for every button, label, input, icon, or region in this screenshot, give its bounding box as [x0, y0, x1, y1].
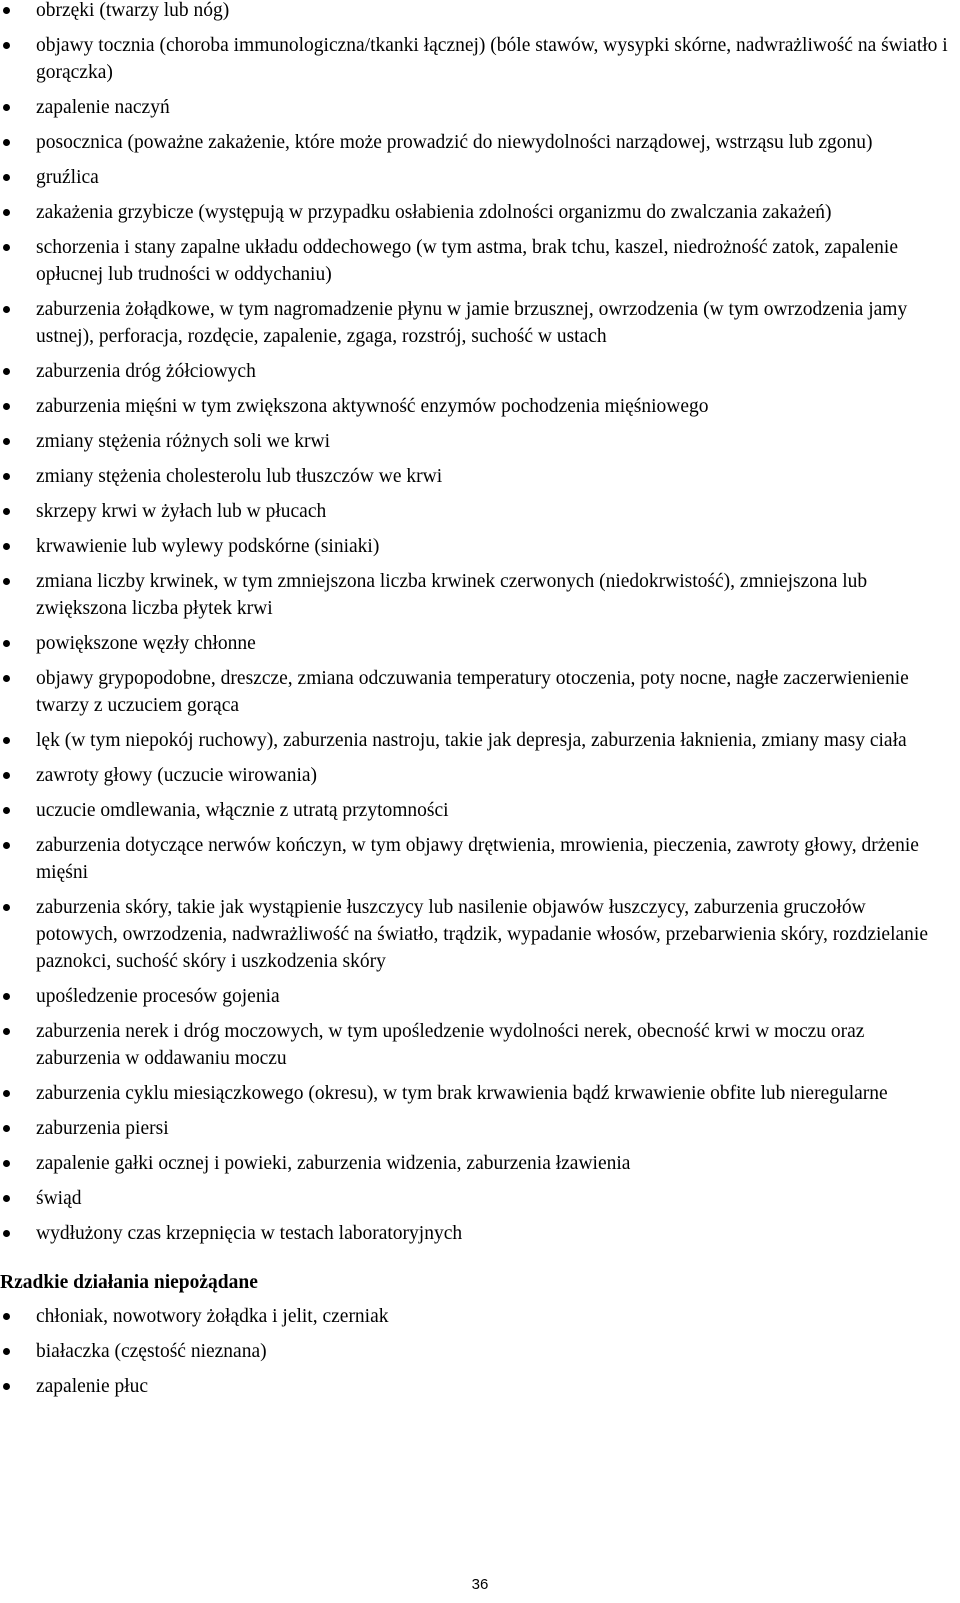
list-item: zakażenia grzybicze (występują w przypadku osłabienia zdolności organizmu do zwalczania zakażeń) — [0, 199, 960, 226]
list-item: upośledzenie procesów gojenia — [0, 983, 960, 1010]
list-item: zawroty głowy (uczucie wirowania) — [0, 762, 960, 789]
list-item: świąd — [0, 1185, 960, 1212]
list-item: zaburzenia mięśni w tym zwiększona aktywność enzymów pochodzenia mięśniowego — [0, 393, 960, 420]
list-item: zapalenie gałki ocznej i powieki, zaburzenia widzenia, zaburzenia łzawienia — [0, 1150, 960, 1177]
list-item: zaburzenia piersi — [0, 1115, 960, 1142]
list-item: krwawienie lub wylewy podskórne (siniaki) — [0, 533, 960, 560]
list-item: białaczka (częstość nieznana) — [0, 1338, 960, 1365]
list-item: objawy tocznia (choroba immunologiczna/tkanki łącznej) (bóle stawów, wysypki skórne, nadwrażliwość na światło i gorączka) — [0, 32, 960, 86]
list-item: posocznica (poważne zakażenie, które może prowadzić do niewydolności narządowej, wstrząsu lub zgonu) — [0, 129, 960, 156]
list-item: zmiany stężenia cholesterolu lub tłuszczów we krwi — [0, 463, 960, 490]
rare-side-effects-heading: Rzadkie działania niepożądane — [0, 1272, 258, 1293]
list-item: uczucie omdlewania, włącznie z utratą przytomności — [0, 797, 960, 824]
list-item: zaburzenia żołądkowe, w tym nagromadzenie płynu w jamie brzusznej, owrzodzenia (w tym owrzodzenia jamy ustnej), perforacja, rozdęcie, zapalenie, zgaga, rozstrój, suchość w ustach — [0, 296, 960, 350]
list-item: zapalenie naczyń — [0, 94, 960, 121]
list-item: chłoniak, nowotwory żołądka i jelit, czerniak — [0, 1303, 960, 1330]
list-item: zmiana liczby krwinek, w tym zmniejszona liczba krwinek czerwonych (niedokrwistość), zmniejszona lub zwiększona liczba płytek krwi — [0, 568, 960, 622]
rare-side-effects-list — [0, 1303, 960, 1400]
list-item: zaburzenia nerek i dróg moczowych, w tym upośledzenie wydolności nerek, obecność krwi w moczu oraz zaburzenia w oddawaniu moczu — [0, 1018, 960, 1072]
list-item: objawy grypopodobne, dreszcze, zmiana odczuwania temperatury otoczenia, poty nocne, nagłe zaczerwienienie twarzy z uczuciem gorąca — [0, 665, 960, 719]
list-item: zaburzenia skóry, takie jak wystąpienie łuszczycy lub nasilenie objawów łuszczycy, zaburzenia gruczołów potowych, owrzodzenia, nadwrażliwość na światło, trądzik, wypadanie włosów, przebarwienia skóry, rozdzielanie paznokci, suchość skóry i uszkodzenia skóry — [0, 894, 960, 975]
list-item: zaburzenia dróg żółciowych — [0, 358, 960, 385]
list-item: gruźlica — [0, 164, 960, 191]
page-number: 36 — [471, 1576, 489, 1593]
list-item: obrzęki (twarzy lub nóg) — [0, 0, 960, 24]
list-item: zaburzenia cyklu miesiączkowego (okresu), w tym brak krwawienia bądź krwawienie obfite lub nieregularne — [0, 1080, 960, 1107]
list-item: powiększone węzły chłonne — [0, 630, 960, 657]
list-item: zapalenie płuc — [0, 1373, 960, 1400]
list-item: zaburzenia dotyczące nerwów kończyn, w tym objawy drętwienia, mrowienia, pieczenia, zawroty głowy, drżenie mięśni — [0, 832, 960, 886]
list-item: schorzenia i stany zapalne układu oddechowego (w tym astma, brak tchu, kaszel, niedrożność zatok, zapalenie opłucnej lub trudności w oddychaniu) — [0, 234, 960, 288]
list-item: zmiany stężenia różnych soli we krwi — [0, 428, 960, 455]
list-item: skrzepy krwi w żyłach lub w płucach — [0, 498, 960, 525]
list-item: wydłużony czas krzepnięcia w testach laboratoryjnych — [0, 1220, 960, 1247]
list-item: lęk (w tym niepokój ruchowy), zaburzenia nastroju, takie jak depresja, zaburzenia łaknienia, zmiany masy ciała — [0, 727, 960, 754]
